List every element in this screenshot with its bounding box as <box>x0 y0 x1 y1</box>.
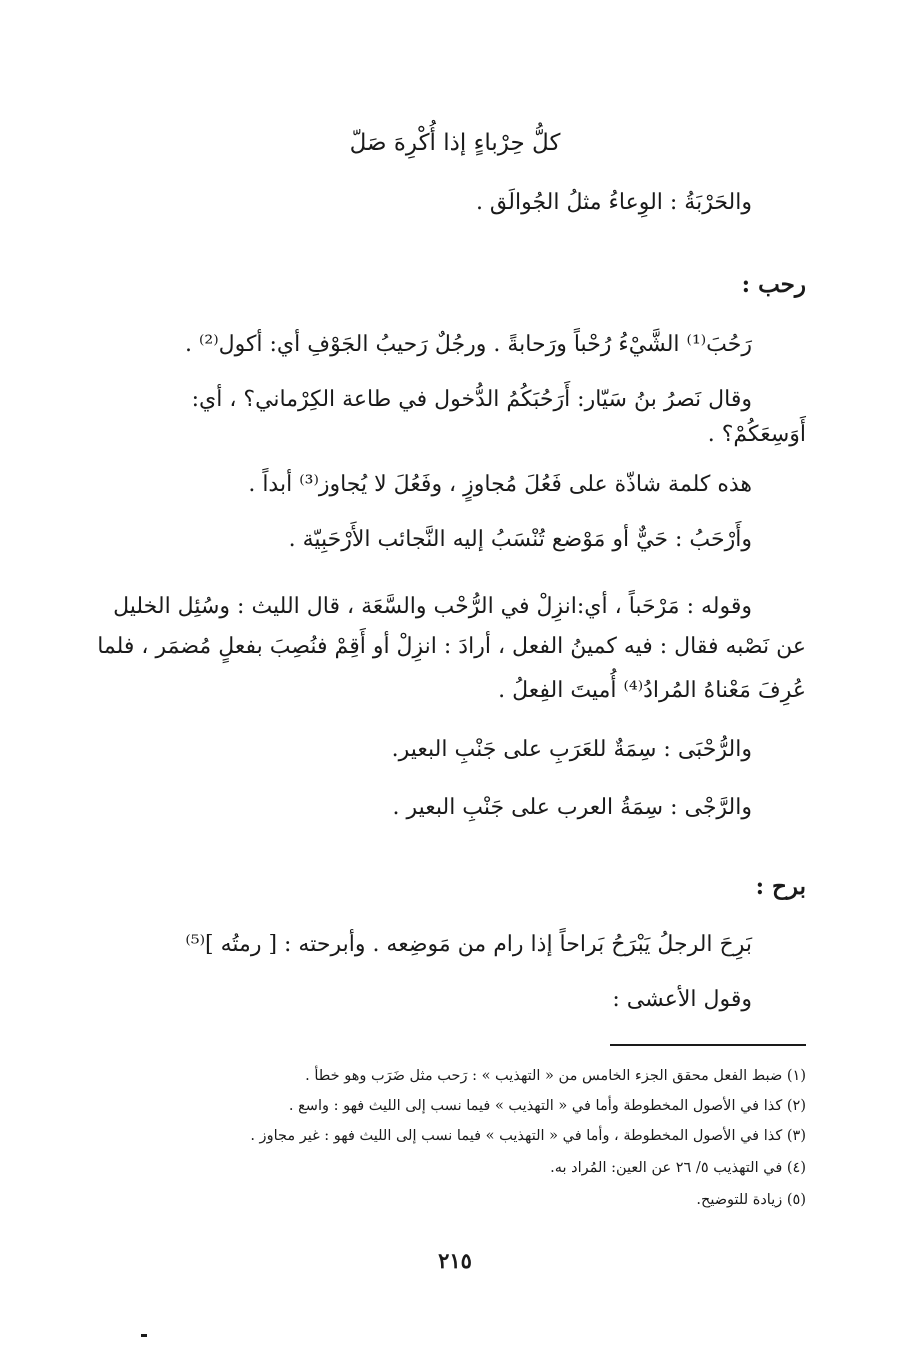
text-line-arhab: وأَرْحَبُ : حَيٌّ أو مَوْضع تُنْسَبُ إليه النَّجائب الأَرْحَبِيّة . <box>288 527 752 552</box>
scan-speck <box>141 1334 147 1337</box>
text-line-ruhba: والرُّحْبَى : سِمَةٌ للعَرَبِ على جَنْبِ البعير. <box>391 737 752 762</box>
entry-heading-rahb: رحب : <box>741 271 806 298</box>
text-line-rahuba: رَحُبَ⁽¹⁾ الشَّيْءُ رُحْباً ورَحابةً . ورجُلٌ رَحيبُ الجَوْفِ أي: أكول⁽²⁾ . <box>184 332 752 357</box>
text-line-bariha: بَرِحَ الرجلُ يَبْرَحُ بَراحاً إذا رام من مَوضِعه . وأبرحته : [ رمتُه ]⁽⁵⁾ <box>185 932 752 957</box>
text-line-nasbihi: عن نَصْبه فقال : فيه كمينُ الفعل ، أرادَ : انزِلْ أو أَقِمْ فنُصِبَ بفعلٍ مُضمَر ، فلما <box>97 634 806 659</box>
text-line-shadhdha: هذه كلمة شاذّة على فَعُلَ مُجاوزٍ ، وفَعُلَ لا يُجاوز⁽³⁾ أبداً . <box>248 472 752 497</box>
footnote-1: (١) ضبط الفعل محقق الجزء الخامس من « التهذيب » : رَحب مثل ضَرَب وهو خطأ . <box>305 1068 806 1084</box>
footnote-divider <box>610 1044 806 1046</box>
footnote-5: (٥) زيادة للتوضيح. <box>696 1192 806 1208</box>
entry-heading-barh: برح : <box>755 873 806 900</box>
text-line-rajwa: والرَّجْى : سِمَةُ العرب على جَنْبِ البعير . <box>392 795 752 820</box>
text-line-asha: وقول الأعشى : <box>612 987 752 1012</box>
text-line-urifa: عُرِفَ مَعْناهُ المُرادُ⁽⁴⁾ أُميتَ الفِعلُ . <box>498 678 806 703</box>
text-line-marhaban: وقوله : مَرْحَباً ، أي:انزِلْ في الرُّحْب والسَّعَة ، قال الليث : وسُئِل الخليل <box>113 594 752 619</box>
footnote-3: (٣) كذا في الأصول المخطوطة ، وأما في « التهذيب » فيما نسب إلى الليث فهو : غير مجاوز . <box>250 1128 806 1144</box>
text-line-harbah: والحَرْبَةُ : الوِعاءُ مثلُ الجُوالَق . <box>475 190 752 215</box>
verse-line: كلُّ حِرْباءٍ إذا أُكْرِهَ صَلّ <box>349 130 561 156</box>
text-line-nasr: وقال نَصرُ بنُ سَيّار: أَرَحُبَكُمُ الدُّخول في طاعة الكِرْماني؟ ، أي: <box>191 387 752 412</box>
text-line-awsiakum: أَوَسِعَكُمْ؟ . <box>707 422 806 447</box>
page-number: ٢١٥ <box>438 1248 472 1273</box>
footnote-4: (٤) في التهذيب ٥/ ٢٦ عن العين: المُراد به. <box>550 1160 806 1176</box>
footnote-2: (٢) كذا في الأصول المخطوطة وأما في « التهذيب » فيما نسب إلى الليث فهو : واسع . <box>288 1098 806 1114</box>
